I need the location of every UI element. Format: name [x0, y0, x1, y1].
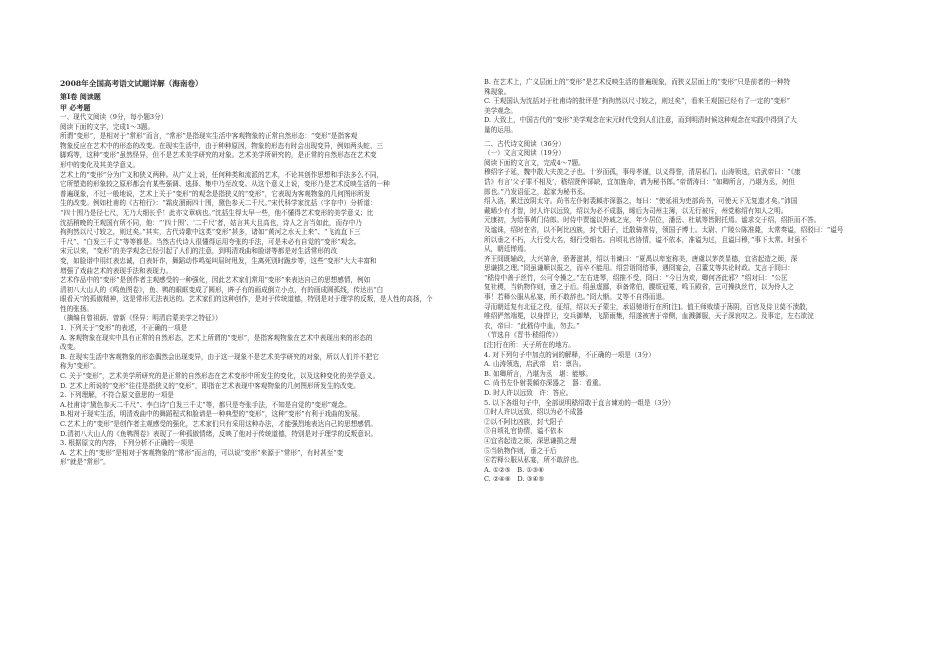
text-line: 增强了戏曲艺术的表现手法和表现力。: [60, 266, 173, 275]
text-line: B. 在艺术上，广义层面上的“变形”是艺术反映生活的普遍现象，而狭义层面上的“变形”只是前者的一种特: [484, 78, 791, 86]
text-line: 3. 根据原文的内容，下列分析不正确的一项是: [60, 439, 194, 448]
text-line: 生的改变。例如杜甫的《古柏行》：“霜皮溜雨四十围，黛色参天二千尺。”宋代科学家沈括（字存中）分析道：: [60, 199, 377, 208]
text-line: 元康初，为给事黄门侍郎。时侍中贾谧以外戚之宠，年少居位，潘岳、杜斌等皆附托焉。谧求交于绍，绍拒而不答。: [484, 216, 821, 225]
text-line: C. 尚书左仆射裴頠亦深器之 器：看重。: [484, 379, 606, 388]
text-line: ①时人许以远致，绍以为必不成器: [484, 408, 583, 417]
document-title: 2008年全国高考语文试题详解（海南卷）: [60, 79, 203, 88]
text-line: 宋元以来，“变形”的美学观念已经引起了人们的注意，到明清戏曲和脸谱等都是对生活常形的改: [60, 247, 338, 256]
text-line: D. 艺术上所说的“变形”往往是指狭义的“变形”，即指在艺术表现中客观物象的几何图形所发生的改变。: [60, 381, 360, 390]
text-line: 一、现代文阅读（9分，每小题3分）: [60, 113, 168, 121]
text-line: A. 客观物象在现实中具有正常的自然形态，艺术上所谓的“变形”，是指客观物象在艺术中表现出来的形态的: [60, 333, 373, 342]
text-line: 千尺”、“白发三千丈”等等都是。当然古代诗人很懂得运用夸张的手法，可是未必有自觉的“变形”观念。: [60, 237, 361, 246]
text-line: 所以垂之不朽，大行受大名，细行受细名。自顷礼官协情，谥不依本，准谥为过，且谥曰穆，”事下太常。时虽不: [484, 235, 808, 244]
text-line: 诰》有言‘父子罪不相及’，嵇绍贤侔郤缺，宜加旌命，请为秘书郎。”帝谓涛曰：“如卿所言，乃堪为丞，何但: [484, 177, 795, 186]
text-line: 变，如脸谱中用红表忠诚，白表奸诈，舞蹈动作鸣冤叫屈时甩发，生离死别时跪步等，这些“变形”大大丰富和: [60, 256, 377, 265]
text-line: 阅读下面的文字，完成1～3题。: [60, 122, 155, 131]
text-line: ⑥若释公服从私宴，所不敢辞也。: [484, 456, 583, 465]
text-line: 拘拘然以尺寸较之，则过矣。”其实，古代诗歌中这类“变形”甚多，诸如“黄河之水天上来”、“飞流直下三: [60, 228, 361, 237]
text-line: 眼看天”的孤傲精神，这是常形无法表达的。艺术家们的这种创作，是对于传统道德，特别是对于理学的反叛，是人性的高扬，个: [60, 295, 433, 304]
text-line: B.相对于现实生活，明清戏曲中的舞蹈程式和脸谱是一种典型的“变形”，这种“变形”有利于戏曲的发展。: [60, 410, 364, 419]
text-line: 及谧诛，绍时在省，以不阿比凶族，封弋阳子，迁散骑常侍，领国子博士。太尉、广陵公陈准薨，太常奏谥，绍驳曰：“谥号: [484, 225, 844, 234]
text-line: A. 艺术上的“变形”是相对于客观物象的“常形”而言的，可以说“变形”来源于“常形”，有时甚至“变: [60, 448, 344, 457]
text-line: D. 大致上，中国古代的“变形”美学观念在宋元时代受到人们注意，而到明清时候这种观念在实践中得到了大: [484, 116, 797, 125]
text-line: C. 王观国认为沈括对于杜甫诗的批评是“拘拘然以尺寸较之，则过矣”，看来王观国已经有了一定的“变形”: [484, 97, 791, 106]
text-line: 脚鸡等，这种“变形”虽然怪异，但不是艺术美学研究的对象。艺术美学所研究的，是正常的自然形态在艺术变: [60, 151, 377, 160]
text-line: 它所塑造的形象较之原形都会有某些强调、选择、集中乃至改变。从这个意义上说，变形乃是艺术反映生活的一种: [60, 180, 390, 189]
text-line: ④宜省起造之烦，深思谦损之理: [484, 436, 577, 445]
text-line: 从，朝廷惮焉。: [484, 245, 531, 254]
text-line: 殊现象。: [484, 87, 511, 96]
text-line: B. 如卿所言，乃堪为丞 堪：能够。: [484, 369, 592, 378]
text-line: ③自顷礼官协情，谥不依本: [484, 427, 564, 436]
text-line: C. 关于“变形”，艺术美学所研究的是正常的自然形态在艺术变形中所发生的变化，以及这种变化的美学意义。: [60, 372, 380, 381]
text-line: 形中的变化及其美学意义。: [60, 160, 140, 169]
text-line: 寻而朝廷复有北征之役，征绍，绍以天子蒙尘，承诏驰诣行在所[注]。值王师败绩于荡阴，百官及侍卫莫不溃散，: [484, 302, 813, 311]
text-line: ②以不阿比凶族，封弋阳子: [484, 417, 564, 426]
text-line: 2. 下列理解，不符合原文意思的一项是: [60, 391, 174, 400]
text-line: D. 时人许以远致 许：答应。: [484, 389, 573, 397]
text-line: 所谓“变形”，是相对于“常形”而言，“常形”是指现实生活中客观物象的正常自然形态：“变形”是指客观: [60, 132, 358, 141]
text-line: ⑤当轨物作则，垂之于后: [484, 446, 557, 455]
text-line: 阅读下面的文言文，完成4～7题。: [484, 158, 585, 167]
text-line: 5. 以下各组句子中，全部说明嵇绍敢于直言谏劝的一组是（3分）: [484, 398, 675, 407]
text-line: A.杜甫诗“黛色参天二千尺”、李白诗“白发三千丈”等，都只是夸张手法，不知是自觉的“变形”观念。: [60, 400, 351, 409]
text-line: （节选自《晋书·嵇绍传》）: [484, 331, 562, 340]
text-line: 戴晞少有才智，时人许以远致，绍以为必不成器，晞后为司州主簿，以无行被斥，州党称绍有知人之明。: [484, 206, 788, 215]
text-line: （一）文言文阅读（19分）: [484, 149, 565, 158]
text-line: 事！若释公服从私宴，所不敢辞也。”冏大惭。艾等不自得而退。: [484, 293, 669, 302]
text-line: “嵇侍中善于丝竹，公可令操之。”左右进琴，绍推不受，冏曰：“今日为欢，卿何吝此邪？”绍对曰：“公匡: [484, 273, 788, 282]
text-line: D.清初八大山人的《鱼鸭图卷》表现了一种孤傲情绪，反映了他对于传统道德，特别是对于理学的反叛意识。: [60, 429, 378, 438]
text-line: 复社稷，当轨物作则，垂之于后。绍虽虚鄙，忝备常伯，腰绂冠冕，鸣玉殿省，岂可操执丝竹，以为伶人之: [484, 283, 794, 292]
text-line: 齐王冏既辅政，大兴第舍，骄奢滋甚，绍以书谏曰：“夏禹以卑室称美，唐虞以茅茨显德，宜省起造之烦，深: [484, 254, 798, 263]
text-line: A. 山涛领选，启武帝 启：禀告。: [484, 360, 586, 369]
text-line: 量的运用。: [484, 125, 517, 134]
text-line: 清初八大山人的《鸣鱼图卷》，鱼、鸭的眼眶变成了圆形，眸子有的画成倒立小点，有的画成圆孤线，传达出“白: [60, 285, 384, 294]
right-column: [484, 78, 894, 485]
text-line: 绍入洛，累迁汝阴太守。尚书左仆射裴頠亦深器之，每曰：“使延祖为吏部尚书，可使天下无复遗才矣。”沛国: [484, 197, 798, 206]
text-line: A. ①②⑤ B. ①③⑥: [484, 465, 545, 474]
text-line: 美学观念。: [484, 106, 517, 115]
text-line: 二、古代诗文阅读（36分）: [484, 139, 565, 148]
section-heading: 甲 必考题: [60, 102, 91, 112]
text-line: （摘编自曾祖荫、曾新《怪异：明清启蒙美学之特征》）: [60, 314, 222, 323]
section-heading: 第Ⅰ卷 阅读题: [60, 92, 101, 101]
text-line: [注]行在所：天子所在的地方。: [484, 341, 575, 350]
text-line: 称为“变形”。: [60, 362, 100, 371]
text-line: 思谦损之理。”冏虽谦顺以报之，而卒不能用。绍尝诣冏谘事，遇冏宴会，召董艾等共论时政。艾言于冏曰：: [484, 264, 794, 273]
text-line: 性的张扬。: [60, 304, 93, 313]
text-line: 沈括稍晚的王观国有所不同，他：“‘四十围’、‘二千尺’者，姑言其大且高也，诗人之言当如此，而存中乃: [60, 218, 362, 227]
left-column: [60, 78, 470, 468]
text-line: 4. 对下列句子中加点的词的解释，不正确的一项是（3分）: [484, 350, 655, 359]
text-line: “四十围乃是径七尺，无乃大细长乎！此亦文章病也。”沈括生得太早一些，他不懂得艺术变形的美学意义；比: [60, 208, 374, 217]
text-line: 普遍现象，不过一般地说，艺术上关于“变形”的观念是指狭义的“变形”，它表现为客观物象的几何图形所发: [60, 189, 371, 198]
text-line: C. ②④⑥ D. ③④⑤: [484, 475, 545, 484]
text-line: 穆绍字子延，魏中散大夫羡之子也。十岁而孤，事母孝谨，以义得誉，清居私门。山涛领选，启武帝曰：“《康: [484, 168, 801, 177]
text-line: 1. 下列关于“变形”的表述，不正确的一项是: [60, 324, 188, 333]
text-line: 改变。: [60, 343, 80, 352]
text-line: B. 在现实生活中客观物象的形态偶然会出现变异，由于这一现象不是艺术美学研究的对象，所以人们并不把它: [60, 352, 379, 361]
text-line: 郎也。”乃发诏征之，起家为秘书丞。: [484, 187, 590, 196]
text-line: C.艺术上的“变形”是创作者主观感受的强化，艺术家们只有采用这种办法，才能强烈地表达自己的思想感情。: [60, 420, 377, 428]
text-line: 形”就是“常形”。: [60, 458, 110, 467]
text-line: 唯绍俨然端冕，以身捍卫，交兵御辇，飞箭雨集，绍遂被害于帝侧，血溅御服，天子深哀叹之。及事定，左右欲浣: [484, 312, 814, 321]
text-line: 艺术上的“变形”分为广义和狭义两种。从广义上说，任何种类和流派的艺术，不论其创作思想和手法多么不同，: [60, 170, 384, 179]
text-line: 物象反应在艺术中的形态的改变。在现实生活中，由于种种原因，物象的形态有时会出现变异，例如两头蛇、三: [60, 141, 384, 150]
text-line: 衣，帝曰：“此嵇侍中血，勿去。”: [484, 321, 580, 330]
text-line: 艺术作品中的“变形”是创作者主观感受的一种强化，因此艺术家们常用“变形”来表达自己的思想感情，例如: [60, 276, 371, 285]
